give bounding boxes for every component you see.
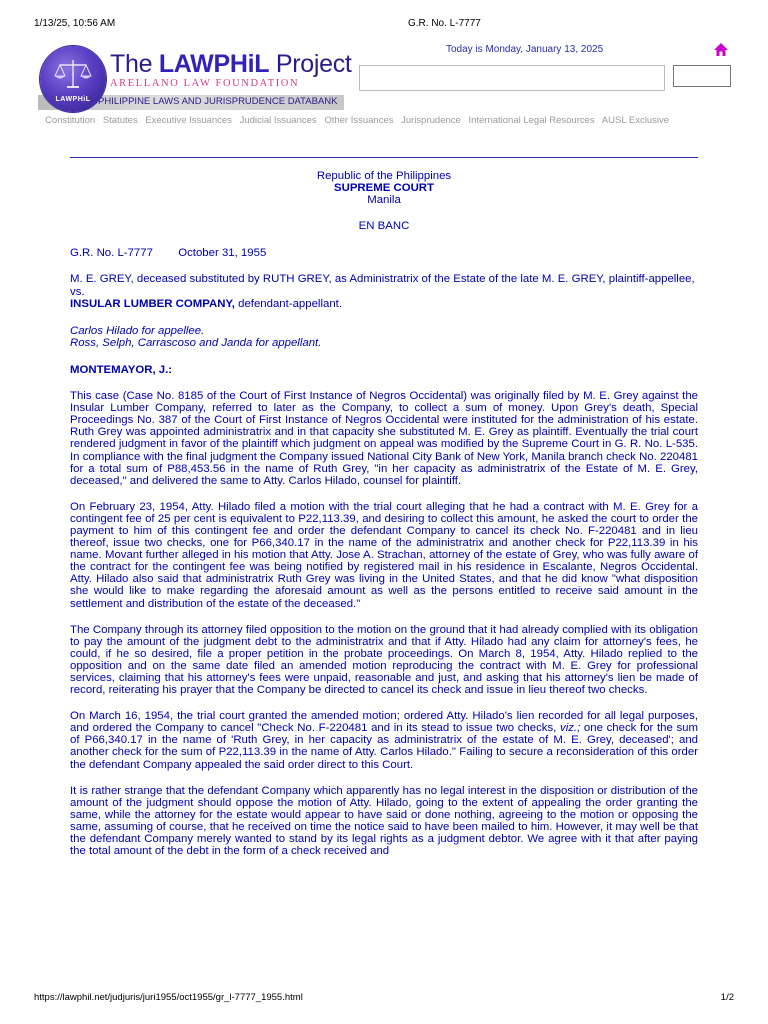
site-title-suffix: Project xyxy=(269,50,352,78)
logo-band-text: PHILIPPINE LAWS AND JURISPRUDENCE DATABANK xyxy=(98,96,338,107)
nav-ausl-exclusive[interactable]: AUSL Exclusive xyxy=(601,115,670,126)
case-number-line: G.R. No. L-7777 October 31, 1955 xyxy=(70,247,267,260)
print-url: https://lawphil.net/judjuris/juri1955/oct1955/gr_l-7777_1955.html xyxy=(34,992,303,1003)
counsel-appellant: Ross, Selph, Carrascoso and Janda for appellant. xyxy=(70,336,322,349)
scales-of-justice-icon xyxy=(52,56,94,92)
nav-international-legal-resources[interactable]: International Legal Resources xyxy=(468,115,595,126)
nav-statutes[interactable]: Statutes xyxy=(102,115,138,126)
site-subtitle: ARELLANO LAW FOUNDATION xyxy=(110,78,300,89)
nav-executive-issuances[interactable]: Executive Issuances xyxy=(145,115,232,126)
paragraph-4-part-b: one check for the sum of P66,340.17 in the name of 'Ruth Grey, in her capacity as administratrix of the estate of M. E. Grey, deceased'; and another check for the sum of P22,113.39 in the name of Atty. Carlos Hilado." Failing to secure a reconsideration of this order the defendant Company appealed the said order direct to this Court. xyxy=(70,722,699,771)
print-title: G.R. No. L-7777 xyxy=(408,18,481,29)
nav-judicial-issuances[interactable]: Judicial Issuances xyxy=(239,115,317,126)
paragraph-4-part-a: On March 16, 1954, the trial court granted the amended motion; ordered Atty. Hilado's lien recorded for all legal purposes, and ordered the Company to cancel "Check No. F-220481 and in its stead to issue two checks, xyxy=(70,710,698,735)
ponente: MONTEMAYOR, J.: xyxy=(70,363,173,376)
paragraph-4 xyxy=(70,710,698,770)
republic-heading: Republic of the Philippines xyxy=(316,170,452,182)
print-page-number: 1/2 xyxy=(720,992,734,1003)
counsel-appellee: Carlos Hilado for appellee. xyxy=(70,324,205,337)
paragraph-5: It is rather strange that the defendant Company which apparently has no legal interest in the disposition or distribution of the amount of the judgment should oppose the motion of Atty. Hilado, going to the extent of appealing the order granting the same, while the attorney for the estate would appear to have said or done nothing, agreeing to the motion or opposing the same, assuming of course, that he received on time the notice said to have been mailed to him. However, it may well be that the defendant Company merely wanted to stand by its legal rights as a judgment debtor. We agree with it that after paying the total amount of the debt in the form of a check received and xyxy=(70,784,698,858)
paragraph-2: On February 23, 1954, Atty. Hilado filed a motion with the trial court alleging that he had a contract with M. E. Grey for a contingent fee of 25 per cent is equivalent to P22,113.39, and desiring to collect this amount, he asked the court to order the payment to him of this contingent fee and order the defendant Company to cancel its check No. F-220481 and in lieu thereof, issue two checks, one for P66,340.17 in the name of the administratrix and another check for P22,113.39 in his name. Movant further alleged in his motion that Atty. Jose A. Strachan, attorney of the estate of Grey, who was fully aware of the contract for the contingent fee was being notified by registered mail in his residence in Escalante, Negros Occidental. Atty. Hilado also said that administratrix Ruth Grey was living in the United States, and that he did know "what disposition she would like to make regarding the aforesaid amount as well as the persons entitled to receive said amount in the settlement and distribution of the estate of the deceased." xyxy=(70,500,698,610)
paragraph-4-viz: viz.; xyxy=(560,722,581,735)
divider xyxy=(70,157,698,158)
print-header xyxy=(34,18,734,32)
parties-plaintiff: M. E. GREY, deceased substituted by RUTH GREY, as Administratrix of the Estate of the late M. E. GREY, plaintiff-appellee, xyxy=(70,273,695,286)
defendant-name: INSULAR LUMBER COMPANY, xyxy=(70,297,235,310)
search-input[interactable] xyxy=(359,65,665,91)
defendant-role: defendant-appellant. xyxy=(234,297,342,310)
logo-emblem xyxy=(40,46,106,112)
parties-defendant xyxy=(70,298,698,310)
home-icon[interactable] xyxy=(713,42,729,58)
site-title-bold: LAWPHiL xyxy=(158,50,270,78)
court-heading: SUPREME COURT xyxy=(334,182,434,195)
search-button[interactable] xyxy=(673,65,731,87)
decision-document xyxy=(70,170,698,857)
site-title xyxy=(110,50,352,79)
print-footer xyxy=(34,992,734,1006)
nav-constitution[interactable]: Constitution xyxy=(45,115,96,126)
logo-circle-label: LAWPHiL xyxy=(55,96,91,103)
division-heading: EN BANC xyxy=(358,220,410,233)
nav-jurisprudence[interactable]: Jurisprudence xyxy=(401,115,461,126)
parties-vs: vs. xyxy=(70,285,85,298)
city-heading: Manila xyxy=(367,194,401,207)
main-nav xyxy=(45,115,674,126)
print-datetime: 1/13/25, 10:56 AM xyxy=(34,18,116,29)
site-title-prefix: The xyxy=(110,50,159,78)
nav-other-issuances[interactable]: Other Issuances xyxy=(324,115,394,126)
paragraph-1: This case (Case No. 8185 of the Court of First Instance of Negros Occidental) was originally filed by M. E. Grey against the Insular Lumber Company, referred to later as the Company, to collect a sum of money. Upon Grey's death, Special Proceedings No. 387 of the Court of First Instance of Negros Occidental were instituted for the administration of his estate. Ruth Grey was appointed administratrix and in that capacity she substituted M. E. Grey as plaintiff. Eventually the trial court rendered judgment in favor of the plaintiff which judgment on appeal was modified by the Supreme Court in G. R. No. L-535. In compliance with the final judgment the Company issued National City Bank of New York, Manila branch check No. 220481 for a total sum of P88,453.56 in the name of Ruth Grey, "in her capacity as administratrix of the Estate of M. E. Grey, deceased," and delivered the same to Atty. Carlos Hilado, counsel for plaintiff. xyxy=(70,390,698,487)
site-logo[interactable] xyxy=(38,44,358,116)
paragraph-3: The Company through its attorney filed opposition to the motion on the ground that it had already complied with its obligation to pay the amount of the judgment debt to the administratrix and that if Atty. Hilado had any claim for attorney's fees, he could, if he so desired, file a proper petition in the probate proceedings. On March 8, 1954, Atty. Hilado replied to the opposition and on the same date filed an amended motion reproducing the contract with M. E. Grey for professional services, claiming that his attorney's fees were unpaid, reasonable and just, and asking that his attorney's lien be made of record, reiterating his prayer that the Company be directed to cancel its check and issue in lieu thereof two checks. xyxy=(70,623,698,697)
today-date: Today is Monday, January 13, 2025 xyxy=(446,44,604,55)
